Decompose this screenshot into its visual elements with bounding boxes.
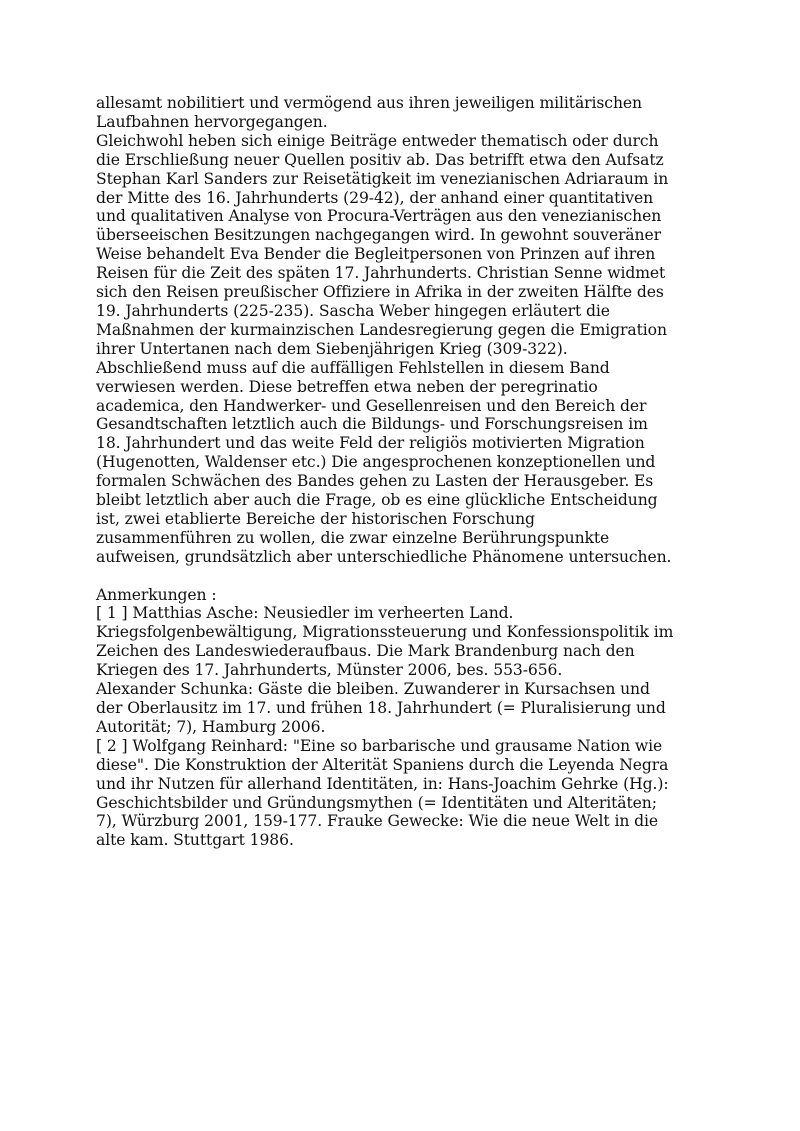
- text-line: ist, zwei etablierte Bereiche der historischen Forschung: [96, 509, 535, 528]
- text-line: überseeischen Besitzungen nachgegangen wird. In gewohnt souveräner: [96, 226, 661, 245]
- body-text: [96, 94, 716, 567]
- note-line: [ 2 ] Wolfgang Reinhard: "Eine so barbarische und grausame Nation wie: [96, 736, 663, 755]
- note-line: [ 1 ] Matthias Asche: Neusiedler im verheerten Land.: [96, 604, 514, 623]
- text-line: Maßnahmen der kurmainzischen Landesregierung gegen die Emigration: [96, 320, 667, 339]
- paragraph: [96, 359, 716, 567]
- text-line: Gesandtschaften letztlich auch die Bildungs- und Forschungsreisen im: [96, 415, 648, 434]
- notes-heading: Anmerkungen :: [96, 585, 217, 604]
- text-line: Reisen für die Zeit des späten 17. Jahrhunderts. Christian Senne widmet: [96, 264, 666, 283]
- text-line: die Erschließung neuer Quellen positiv ab. Das betrifft etwa den Aufsatz: [96, 150, 664, 169]
- text-line: 18. Jahrhundert und das weite Feld der religiös motivierten Migration: [96, 434, 645, 453]
- text-line: academica, den Handwerker- und Gesellenreisen und den Bereich der: [96, 396, 647, 415]
- note-line: Geschichtsbilder und Gründungsmythen (= Identitäten und Alteritäten;: [96, 793, 657, 812]
- note-line: Kriegsfolgenbewältigung, Migrationssteuerung und Konfessionspolitik im: [96, 623, 674, 642]
- document-page: [96, 94, 716, 850]
- note-line: Alexander Schunka: Gäste die bleiben. Zuwanderer in Kursachsen und: [96, 680, 650, 699]
- text-line: zusammenführen zu wollen, die zwar einzelne Berührungspunkte: [96, 528, 610, 547]
- note-line: und ihr Nutzen für allerhand Identitäten, in: Hans-Joachim Gehrke (Hg.):: [96, 774, 669, 793]
- paragraph: [96, 94, 716, 132]
- text-line: Laufbahnen hervorgegangen.: [96, 112, 328, 131]
- text-line: formalen Schwächen des Bandes gehen zu Lasten der Herausgeber. Es: [96, 472, 654, 491]
- text-line: 19. Jahrhunderts (225-235). Sascha Weber hingegen erläutert die: [96, 301, 610, 320]
- text-line: Weise behandelt Eva Bender die Begleitpersonen von Prinzen auf ihren: [96, 245, 656, 264]
- text-line: verwiesen werden. Diese betreffen etwa neben der peregrinatio: [96, 377, 598, 396]
- note-line: der Oberlausitz im 17. und frühen 18. Jahrhundert (= Pluralisierung und: [96, 698, 666, 717]
- text-line: bleibt letztlich aber auch die Frage, ob es eine glückliche Entscheidung: [96, 491, 658, 510]
- text-line: Gleichwohl heben sich einige Beiträge entweder thematisch oder durch: [96, 131, 659, 150]
- note-line: Zeichen des Landeswiederaufbaus. Die Mark Brandenburg nach den: [96, 642, 635, 661]
- text-line: (Hugenotten, Waldenser etc.) Die angesprochenen konzeptionellen und: [96, 453, 656, 472]
- text-line: der Mitte des 16. Jahrhunderts (29-42), der anhand einer quantitativen: [96, 188, 654, 207]
- note-line: Kriegen des 17. Jahrhunderts, Münster 2006, bes. 553-656.: [96, 661, 563, 680]
- text-line: Abschließend muss auf die auffälligen Fehlstellen in diesem Band: [96, 358, 610, 377]
- note-line: 7), Würzburg 2001, 159-177. Frauke Gewecke: Wie die neue Welt in die: [96, 812, 659, 831]
- notes-section: [96, 586, 716, 851]
- note-line: Autorität; 7), Hamburg 2006.: [96, 717, 326, 736]
- note-line: alte kam. Stuttgart 1986.: [96, 831, 294, 850]
- text-line: Stephan Karl Sanders zur Reisetätigkeit im venezianischen Adriaraum in: [96, 169, 669, 188]
- text-line: ihrer Untertanen nach dem Siebenjährigen Krieg (309-322).: [96, 339, 568, 358]
- text-line: sich den Reisen preußischer Offiziere in Afrika in der zweiten Hälfte des: [96, 283, 664, 302]
- text-line: und qualitativen Analyse von Procura-Verträgen aus den venezianischen: [96, 207, 662, 226]
- text-line: aufweisen, grundsätzlich aber unterschiedliche Phänomene untersuchen.: [96, 547, 672, 566]
- paragraph: [96, 132, 716, 359]
- note-line: diese". Die Konstruktion der Alterität Spaniens durch die Leyenda Negra: [96, 755, 669, 774]
- text-line: allesamt nobilitiert und vermögend aus ihren jeweiligen militärischen: [96, 94, 642, 112]
- paragraph-spacer: [96, 567, 716, 586]
